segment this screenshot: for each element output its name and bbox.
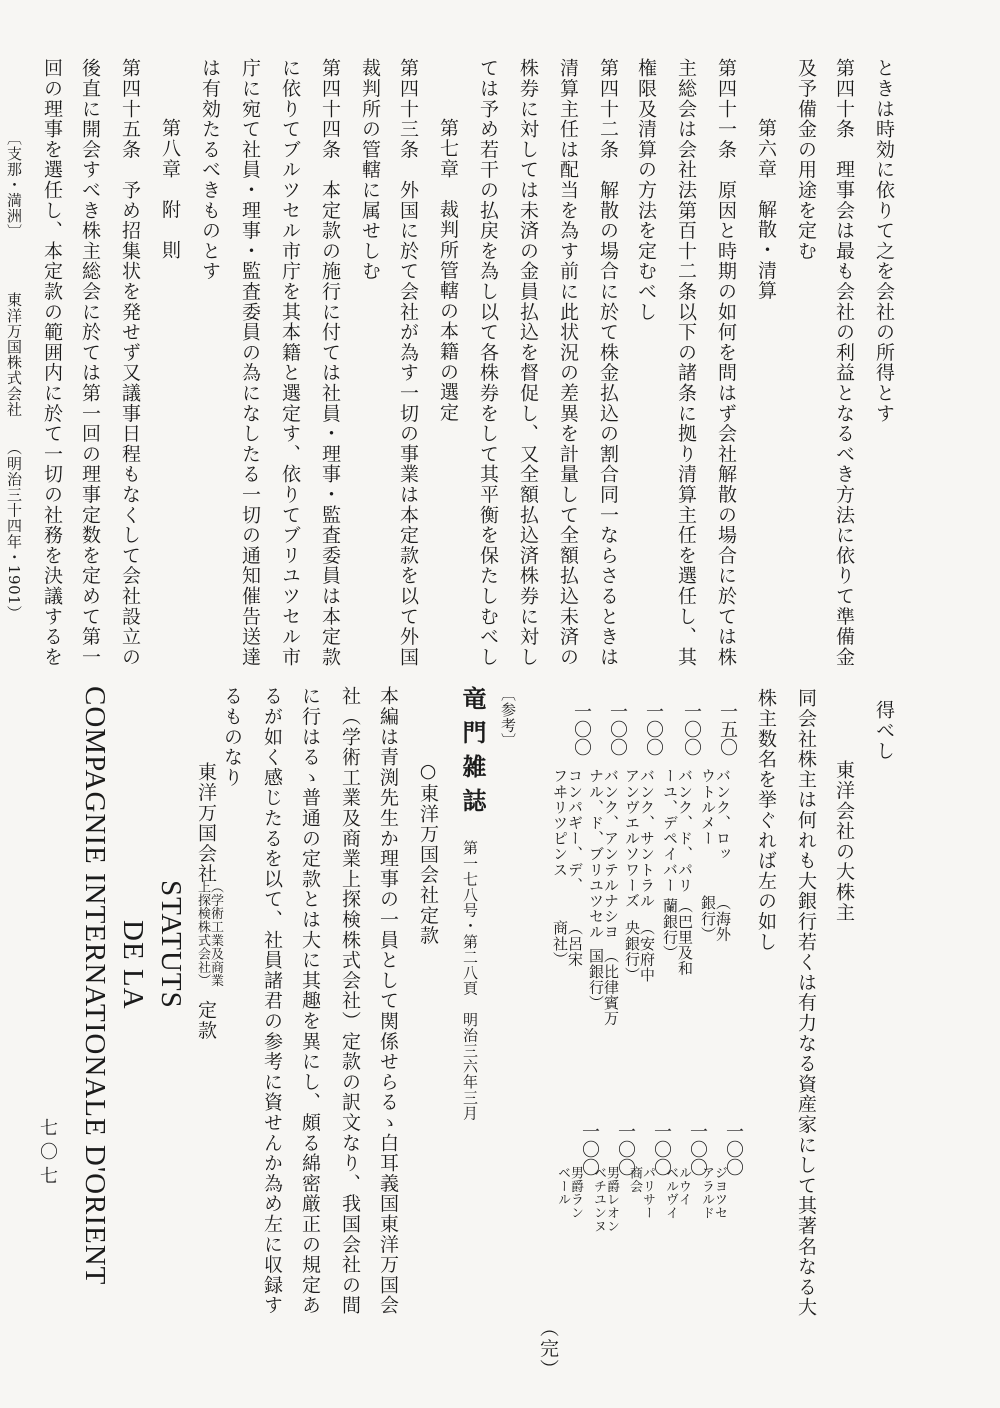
chapter-heading: 第七章 裁判所管轄の本籍の選定: [437, 118, 459, 423]
source-org: 東洋万国株式会社: [5, 292, 23, 417]
text-line: 同会社株主は何れも大銀行若くは有力なる資産家にして其著名なる大: [795, 688, 817, 1318]
text-line: 第四十二条 解散の場合に於て株金払込の割合同一ならさるときは: [597, 58, 619, 667]
shareholder-name: ルウイ ベルヴイ: [663, 1166, 691, 1220]
journal-issue: 第一七八号・第二八頁 明治三六年三月: [461, 840, 479, 1121]
share-count: 一〇〇: [723, 1122, 744, 1176]
share-count: 一〇〇: [571, 702, 592, 756]
chapter-heading: 第八章 附 則: [159, 118, 181, 261]
text-line: 裁判所の管轄に属せしむ: [359, 58, 381, 282]
text-line: 第四十四条 本定款の施行に付ては社員・理事・監査委員は本定款: [319, 58, 341, 667]
shareholder-note: （呂宋 商社）: [551, 920, 584, 967]
text-line: は有効たるべきものとす: [199, 58, 221, 282]
share-count: 一五〇: [717, 702, 738, 756]
text-line: 及予備金の用途を定む: [795, 58, 817, 261]
text-line: るが如く感じたるを以て、社員諸君の参考に資せんか為め左に収録す: [261, 686, 283, 1316]
text-line: 本編は青渕先生か理事の一員として関係せらるゝ白耳義国東洋万国会: [377, 686, 399, 1316]
shareholder-name: パリサー 商会: [627, 1166, 655, 1220]
statute-title-suffix: 定款: [195, 1000, 217, 1041]
source-date: （明治三十四年・1901）: [5, 440, 23, 621]
shareholder-note: （海外 銀行）: [699, 895, 732, 942]
shareholder-name: 男爵ラン ベール: [555, 1166, 583, 1220]
share-count: 一〇〇: [607, 702, 628, 756]
item-title: ○東洋万国会社定款: [417, 760, 439, 946]
shareholder-name: バンク、サントラル アンヴエルソワーズ: [623, 768, 656, 909]
section-heading: 東洋会社の大株主: [833, 760, 855, 923]
shareholder-name: ジヨツセ アラルド: [699, 1166, 727, 1220]
french-title-line: DE LA: [117, 920, 149, 1010]
shareholder-name: 男爵レオン ベチユンヌ: [591, 1166, 619, 1233]
text-line: 清算主任は配当を為す前に此状況の差異を計量して全額払込未済の: [557, 58, 579, 667]
text-line: 得べし: [873, 700, 895, 761]
text-line: 庁に宛て社員・理事・監査委員の為になしたる一切の通知催告送達: [239, 58, 261, 667]
page-number: 七〇七: [37, 1118, 58, 1190]
share-count: 一〇〇: [615, 1122, 636, 1176]
share-count: 一〇〇: [643, 702, 664, 756]
text-line: 主総会は会社法第百十二条以下の諸条に拠り清算主任を選任し、其: [675, 58, 697, 667]
shareholder-name: バンク、ド、パリ ーユ、デペイバー: [661, 768, 694, 893]
text-line: 株券に対しては未済の金員払込を督促し、又全額払込済株券に対し: [517, 58, 539, 667]
text-line: 第四十五条 予め招集状を発せず又議事日程もなくして会社設立の: [119, 58, 141, 667]
journal-title: 竜門雑誌: [458, 686, 487, 822]
text-line: 権限及清算の方法を定むべし: [635, 58, 657, 322]
text-line: ては予め若干の払戻を為し以て各株券をして其平衡を保たしむべし: [477, 58, 499, 667]
reference-label: 〔参考〕: [499, 686, 517, 749]
shareholder-note: （安府中 央銀行）: [623, 920, 656, 983]
text-line: に依りてブルツセル市庁を其本籍と選定す、依りてブリユツセル市: [279, 58, 301, 667]
statute-title-paren: （学術工業及商業 上探検株式会社）: [195, 880, 223, 988]
shareholder-name: コンパギー、デ、 フヰリツピンス: [551, 768, 584, 893]
text-line: 第四十一条 原因と時期の如何を問はず会社解散の場合に於ては株: [715, 58, 737, 667]
source-region: 〔支那・満洲〕: [5, 130, 23, 240]
french-title-line: COMPAGNIE INTERNATIONALE D'ORIENT: [79, 686, 111, 1286]
text-line: 第四十三条 外国に於て会社が為す一切の事業は本定款を以て外国: [397, 58, 419, 667]
text-line: に行はるゝ普通の定款とは大に其趣を異にし、頗る綿密厳正の規定あ: [299, 686, 321, 1316]
share-count: 一〇〇: [651, 1122, 672, 1176]
text-line: るものなり: [221, 686, 243, 788]
shareholder-name: バンク、ロッ ウトルメー: [699, 768, 732, 862]
statute-title: 東洋万国会社: [195, 762, 217, 884]
end-mark: （完）: [537, 1318, 559, 1379]
french-title-line: STATUTS: [155, 880, 187, 1009]
share-count: 一〇〇: [687, 1122, 708, 1176]
text-line: 後直に開会すべき株主総会に於ては第一回の理事定数を定めて第一: [79, 58, 101, 667]
text-line: 社（学術工業及商業上探検株式会社）定款の訳文なり、我国会社の間: [339, 686, 361, 1316]
text-line: 株主数名を挙ぐれば左の如し: [755, 688, 777, 952]
share-count: 一〇〇: [579, 1122, 600, 1176]
text-line: 第四十条 理事会は最も会社の利益となるべき方法に依りて準備金: [833, 58, 855, 667]
shareholder-name: バンク、アンテルナシヨ ナル、ド、ブリユツセル: [587, 768, 620, 940]
share-count: 一〇〇: [681, 702, 702, 756]
shareholder-note: （巴里及和 蘭銀行）: [661, 898, 694, 976]
text-line: 回の理事を選任し、本定款の範囲内に於て一切の社務を決議するを: [41, 58, 63, 667]
chapter-heading: 第六章 解散・清算: [755, 118, 777, 301]
shareholder-note: （比律賓万 国銀行）: [587, 948, 620, 1026]
text-line: ときは時効に依りて之を会社の所得とす: [873, 58, 895, 424]
